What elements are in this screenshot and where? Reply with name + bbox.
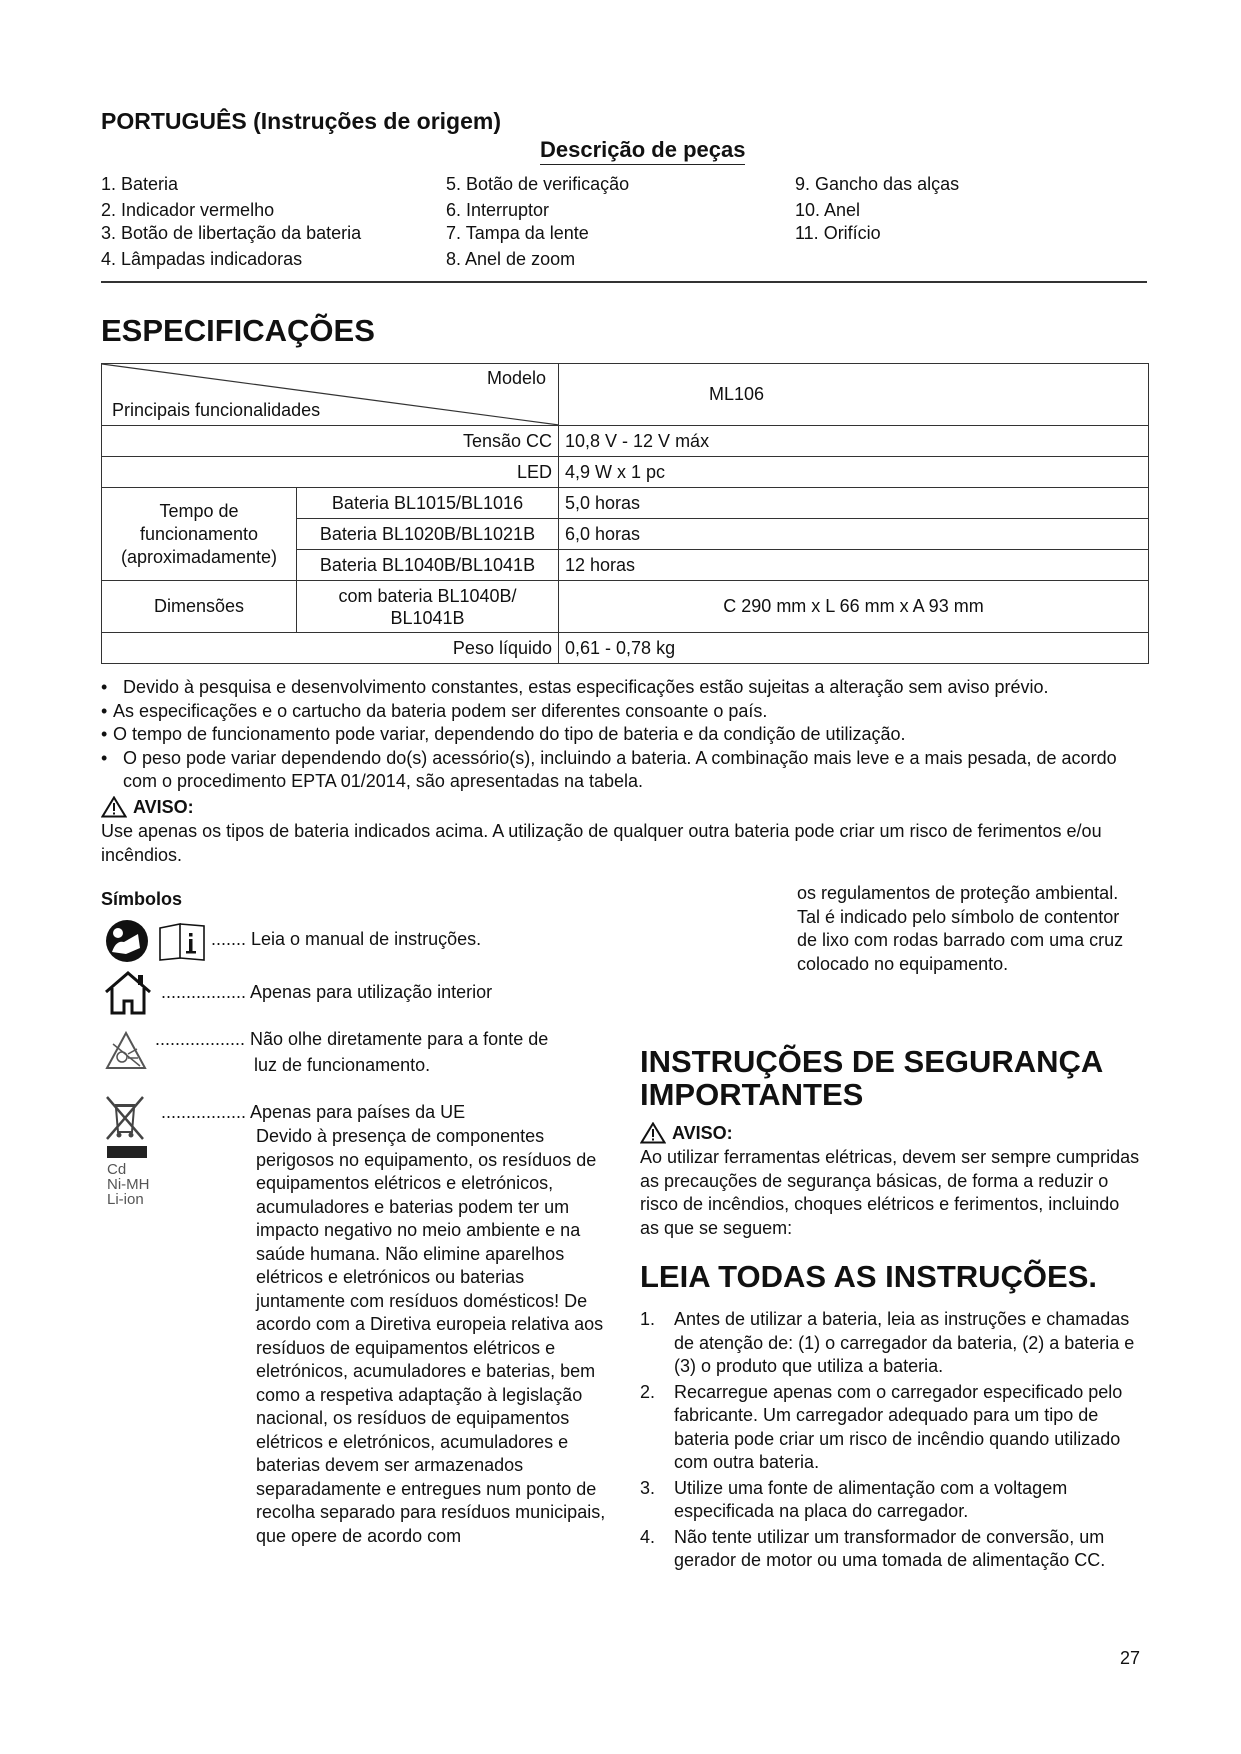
part-item: 4. Lâmpadas indicadoras	[101, 248, 303, 269]
voltage-value: 10,8 V - 12 V máx	[559, 426, 1149, 457]
section-divider	[101, 281, 1147, 283]
dimensions-value: C 290 mm x L 66 mm x A 93 mm	[559, 581, 1149, 633]
parts-list-col3	[795, 173, 959, 246]
parts-list-col1	[101, 173, 361, 271]
runtime-value: 5,0 horas	[559, 488, 1149, 519]
warning-heading	[101, 796, 194, 818]
table-row	[102, 488, 1149, 519]
table-row	[102, 633, 1149, 664]
symbol-indoor-text: ................. Apenas para utilização interior	[161, 982, 493, 1002]
table-row	[102, 457, 1149, 488]
indoor-house-icon	[102, 970, 154, 1016]
list-item: • Devido à pesquisa e desenvolvimento constantes, estas especificações estão sujeitas a alteração sem aviso prévio.	[101, 677, 1049, 697]
symbol-manual-text: ....... Leia o manual de instruções.	[211, 929, 482, 949]
note-text: As especificações e o cartucho da bateria podem ser diferentes consoante o país.	[113, 700, 768, 721]
list-item: • O tempo de funcionamento pode variar, dependendo do tipo de bateria e da condição de utilização.	[101, 724, 906, 744]
read-manual-icon	[104, 918, 150, 964]
runtime-battery: Bateria BL1015/BL1016	[297, 488, 559, 519]
runtime-battery: Bateria BL1020B/BL1021B	[297, 519, 559, 550]
runtime-value: 12 horas	[559, 550, 1149, 581]
part-item: 6. Interruptor	[446, 199, 550, 220]
item-number: 3.	[640, 1477, 656, 1498]
warning-triangle-icon	[101, 796, 127, 818]
chem-liion: Li-ion	[107, 1191, 144, 1208]
book-info-icon	[158, 922, 206, 962]
item-number: 4.	[640, 1526, 656, 1547]
part-item: 1. Bateria	[101, 174, 179, 194]
table-row	[102, 581, 1149, 633]
warning-triangle-icon	[640, 1122, 666, 1144]
model-value: ML106	[559, 364, 1149, 426]
warning-label: AVISO:	[133, 796, 194, 817]
page-number: 27	[1120, 1648, 1141, 1668]
header-model-label: Modelo	[486, 368, 546, 388]
crossed-bin-icon	[103, 1094, 147, 1142]
list-item	[640, 1381, 1142, 1475]
table-header-diagonal-cell	[102, 364, 559, 426]
safety-title: INSTRUÇÕES DE SEGURANÇA IMPORTANTES	[640, 1044, 1103, 1112]
language-title: PORTUGUÊS (Instruções de origem)	[101, 108, 502, 134]
warning-label: AVISO:	[672, 1122, 733, 1143]
list-item: • As especificações e o cartucho da bateria podem ser diferentes consoante o país.	[101, 700, 768, 721]
specs-table	[101, 363, 1149, 664]
parts-list-col2	[446, 173, 629, 271]
part-item: 2. Indicador vermelho	[101, 199, 275, 220]
runtime-value: 6,0 horas	[559, 519, 1149, 550]
part-item: 9. Gancho das alças	[795, 174, 960, 194]
runtime-battery: Bateria BL1040B/BL1041B	[297, 550, 559, 581]
symbols-title: Símbolos	[101, 889, 183, 909]
part-item: 11. Orifício	[795, 223, 881, 243]
battery-chemistry-labels	[107, 1162, 150, 1207]
item-text: Não tente utilizar um transformador de conversão, um gerador de motor ou uma tomada de alimentação CC.	[674, 1526, 1106, 1570]
chem-nimh: Ni-MH	[107, 1176, 150, 1193]
symbol-light-line1: .................. Não olhe diretamente para a fonte de	[155, 1029, 549, 1049]
note-text: Devido à pesquisa e desenvolvimento constantes, estas especificações estão sujeitas a alteração sem aviso prévio.	[123, 677, 1049, 697]
led-value: 4,9 W x 1 pc	[559, 457, 1149, 488]
specs-title: ESPECIFICAÇÕES	[101, 313, 375, 348]
item-number: 2.	[640, 1381, 656, 1402]
item-text: Recarregue apenas com o carregador especificado pelo fabricante. Um carregador adequado para um tipo de bateria pode criar um risco de incêndio quando utilizado com outra bateria.	[674, 1381, 1123, 1472]
spec-notes	[101, 676, 1149, 794]
note-text: O peso pode variar dependendo do(s) acessório(s), incluindo a bateria. A combinação mais leve e a mais pesada, de acordo com o procedimento EPTA 01/2014, são apresentadas na tabela.	[123, 747, 1117, 791]
part-item: 8. Anel de zoom	[446, 248, 576, 269]
symbol-light-line2: luz de funcionamento.	[254, 1054, 431, 1075]
symbol-eu-text: ................. Apenas para países da UE	[161, 1102, 466, 1122]
weee-paragraph: Devido à presença de componentes perigosos no equipamento, os resíduos de equipamentos elétricos e eletrónicos, acumuladores e baterias podem ter um impacto negativo no meio ambiente e na saúde humana. Não elimine aparelhos elétricos e eletrónicos ou baterias juntamente com resíduos domésticos! De acordo com a Diretiva europeia relativa aos resíduos de equipamentos elétricos e eletrónicos, acumuladores e baterias, bem como a respetiva adaptação à legislação nacional, os resíduos de equipamentos elétricos e eletrónicos, acumuladores e baterias devem ser armazenados separadamente e entregues num ponto de recolha separado para resíduos municipais, que opere de acordo com	[256, 1126, 606, 1546]
header-features-label: Principais funcionalidades	[112, 400, 321, 420]
item-number: 1.	[640, 1309, 656, 1329]
warning-text: Use apenas os tipos de bateria indicados acima. A utilização de qualquer outra bateria pode criar um risco de ferimentos e/ou incêndios.	[101, 821, 1102, 865]
runtime-label: Tempo de funcionamento (aproximadamente)	[102, 488, 297, 581]
weee-bar-icon	[107, 1146, 147, 1158]
dimensions-label: Dimensões	[102, 581, 297, 633]
weight-label: Peso líquido	[102, 633, 559, 664]
safety-warning-text: Ao utilizar ferramentas elétricas, devem ser sempre cumpridas as precauções de segurança básicas, de forma a reduzir o risco de incêndios, choques elétricos e ferimentos, incluindo as que se seguem:	[640, 1147, 1140, 1238]
list-item	[640, 1526, 1142, 1573]
safety-instructions-list	[640, 1308, 1142, 1573]
dimensions-sub: com bateria BL1040B/ BL1041B	[297, 581, 559, 633]
item-text: Utilize uma fonte de alimentação com a voltagem especificada na placa do carregador.	[674, 1477, 1068, 1521]
symbol-light-text	[155, 1028, 548, 1077]
read-all-title: LEIA TODAS AS INSTRUÇÕES.	[640, 1259, 1098, 1294]
list-item	[640, 1477, 1142, 1524]
list-item: • O peso pode variar dependendo do(s) acessório(s), incluindo a bateria. A combinação mais leve e a mais pesada, de acordo com o procedimento EPTA 01/2014, são apresentadas na tabela.	[101, 747, 1117, 791]
weight-value: 0,61 - 0,78 kg	[559, 633, 1149, 664]
part-item: 10. Anel	[795, 199, 861, 220]
table-row	[102, 426, 1149, 457]
safety-warning-heading	[640, 1122, 733, 1144]
part-item: 5. Botão de verificação	[446, 174, 630, 194]
part-item: 3. Botão de libertação da bateria	[101, 223, 362, 243]
item-text: Antes de utilizar a bateria, leia as instruções e chamadas de atenção de: (1) o carregador da bateria, (2) a bateria e (3) o produto que utiliza a bateria.	[674, 1309, 1135, 1376]
note-text: O tempo de funcionamento pode variar, dependendo do tipo de bateria e da condição de utilização.	[113, 724, 906, 744]
led-label: LED	[102, 457, 559, 488]
part-item: 7. Tampa da lente	[446, 223, 589, 243]
weee-paragraph-continued: os regulamentos de proteção ambiental. Tal é indicado pelo símbolo de contentor de lixo com rodas barrado com uma cruz colocado no equipamento.	[797, 883, 1124, 974]
no-staring-light-icon	[104, 1030, 148, 1074]
parts-description-title: Descrição de peças	[540, 137, 745, 165]
list-item	[640, 1308, 1142, 1379]
voltage-label: Tensão CC	[102, 426, 559, 457]
table-header-row	[102, 364, 1149, 426]
chem-cd: Cd	[107, 1161, 127, 1178]
